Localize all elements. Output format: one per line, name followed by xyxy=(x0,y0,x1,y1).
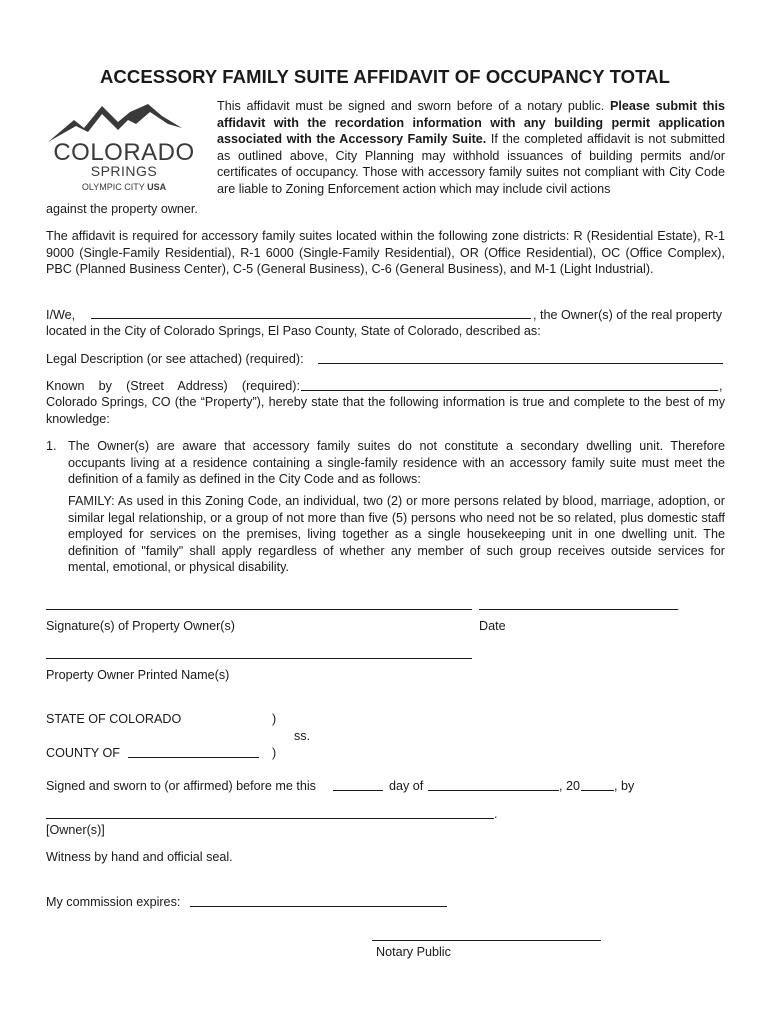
legal-description-label: Legal Description (or see attached) (required): xyxy=(46,352,304,366)
colorado-springs-logo xyxy=(44,98,204,200)
intro-bold-instruction: Please submit this affidavit with the recordation information with any building permit application associated with the Accessory Family Suite. xyxy=(217,99,726,146)
sworn-day-field[interactable] xyxy=(333,790,383,791)
witness-statement: Witness by hand and official seal. xyxy=(46,850,233,864)
sworn-month-field[interactable] xyxy=(428,790,559,791)
sworn-statement-b: day of xyxy=(389,779,424,793)
signature-label: Signature(s) of Property Owner(s) xyxy=(46,619,235,633)
intro-continuation: against the property owner. xyxy=(46,202,198,216)
venue-paren-close: ) xyxy=(272,746,277,760)
sworn-statement-c: , 20 xyxy=(559,779,581,793)
sworn-statement-a: Signed and sworn to (or affirmed) before me this xyxy=(46,779,316,793)
commission-field[interactable] xyxy=(190,906,447,907)
sworn-statement-d: , by xyxy=(614,779,635,793)
venue-paren-open: ) xyxy=(272,712,277,726)
state-label: STATE OF COLORADO xyxy=(46,712,182,726)
county-label: COUNTY OF xyxy=(46,746,120,760)
logo-name-line2: SPRINGS xyxy=(90,163,158,179)
family-definition: FAMILY: As used in this Zoning Code, an individual, two (2) or more persons related by blood, marriage, adoption, or similar legal relationship, or a group of not more than five (5) persons who need not be so related, plus domestic staff employed for services on the premises, living together as a single housekeeping unit in one dwelling unit. The definition of "family" shall apply regardless of whether any member of such group receives outside services for mental, emotional, or physical disability. xyxy=(68,494,725,574)
owner-prefix: I/We, xyxy=(46,308,76,322)
signature-field[interactable] xyxy=(46,609,472,610)
sworn-year-field[interactable] xyxy=(581,790,614,791)
date-label: Date xyxy=(479,619,506,633)
owner-suffix: , the Owner(s) of the real property xyxy=(533,308,722,322)
printed-name-label: Property Owner Printed Name(s) xyxy=(46,668,230,682)
owner-name-field[interactable] xyxy=(91,318,531,319)
owner-sworn-field[interactable] xyxy=(46,818,494,819)
property-statement: Colorado Springs, CO (the “Property”), hereby state that the following information is true and complete to the best of my knowledge: xyxy=(46,395,725,426)
logo-name-line1: COLORADO xyxy=(53,139,195,166)
county-field[interactable] xyxy=(128,757,259,758)
legal-description-field[interactable] xyxy=(318,363,723,364)
zone-districts-paragraph: The affidavit is required for accessory family suites located within the following zone districts: R (Residential Estate), R-1 9000 (Single-Family Residential), R-1 6000 (Single-Family Residential), OR (Office Residential), OC (Office Complex), PBC (Planned Business Center), C-5 (General Business), C-6 (General Business), and M-1 (Light Industrial). xyxy=(46,229,725,276)
date-field[interactable] xyxy=(479,609,678,610)
owners-label: [Owner(s)] xyxy=(46,823,105,837)
owner-location-line: located in the City of Colorado Springs, El Paso County, State of Colorado, described as: xyxy=(46,324,541,338)
item-1-number: 1. xyxy=(46,439,57,453)
commission-label: My commission expires: xyxy=(46,895,181,909)
street-address-comma: , xyxy=(719,379,723,393)
document-title: ACCESSORY FAMILY SUITE AFFIDAVIT OF OCCUPANCY TOTAL xyxy=(99,66,671,87)
ss-label: ss. xyxy=(294,729,311,743)
owner-sworn-period: . xyxy=(494,807,498,821)
notary-signature-field[interactable] xyxy=(372,940,601,941)
street-address-label: Known by (Street Address) (required): xyxy=(46,379,300,393)
notary-public-label: Notary Public xyxy=(376,945,451,959)
intro-paragraph: This affidavit must be signed and sworn before of a notary public. Please submit this affidavit with the recordation information with any building permit application associated with the Accessory Family Suite. If the completed affidavit is not submitted as outlined above, City Planning may withhold issuances of building permits and/or certificates of occupancy. Those with accessory family suites not compliant with City Code are liable to Zoning Enforcement action which may include civil actions xyxy=(217,99,726,196)
printed-name-field[interactable] xyxy=(46,658,472,659)
item-1-text: The Owner(s) are aware that accessory family suites do not constitute a secondary dwelling unit. Therefore occupants living at a residence containing a single-family residence with an accessory family suite must meet the definition of a family as defined in the City Code and as follows: xyxy=(68,439,725,486)
street-address-field[interactable] xyxy=(301,390,718,391)
mountain-logo-icon xyxy=(44,98,204,200)
logo-tagline: OLYMPIC CITY USA xyxy=(81,182,167,192)
